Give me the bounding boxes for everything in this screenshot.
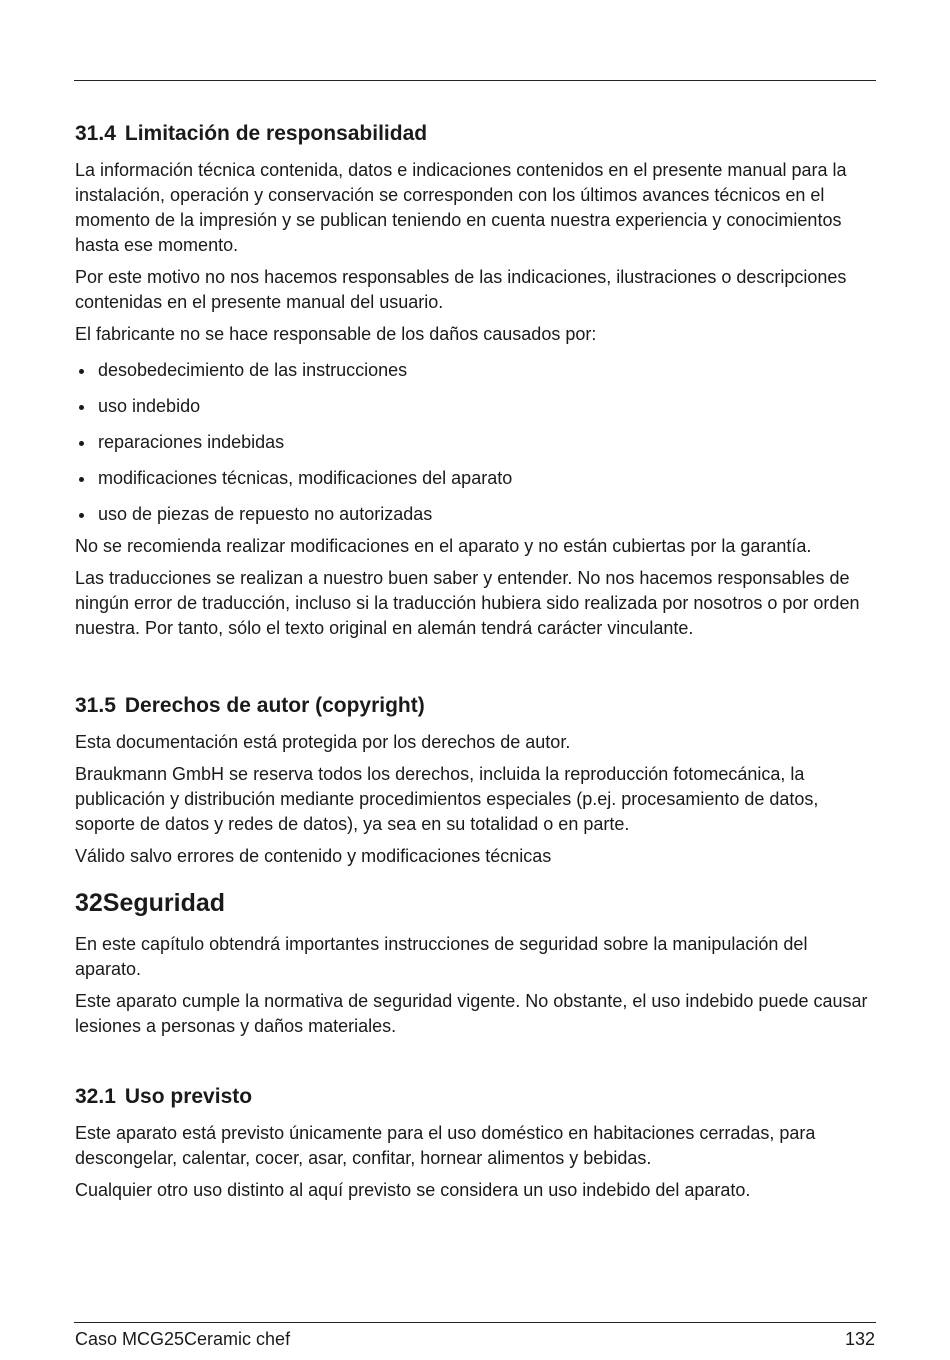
bullet-icon	[79, 441, 84, 446]
list-item: uso indebido	[75, 394, 875, 419]
section-heading-31-4	[75, 121, 875, 147]
paragraph: Válido salvo errores de contenido y modificaciones técnicas	[75, 846, 552, 866]
section-title: Uso previsto	[124, 1085, 253, 1108]
section-number: 31.4	[75, 122, 116, 145]
bullet-icon	[79, 513, 84, 518]
footer-rule	[74, 1322, 876, 1323]
paragraph: Cualquier otro uso distinto al aquí previsto se considera un uso indebido del aparato.	[75, 1180, 751, 1200]
bullet-icon	[79, 369, 84, 374]
paragraph: Esta documentación está protegida por los derechos de autor.	[75, 732, 571, 752]
section-heading-31-5	[75, 693, 875, 719]
paragraph: Este aparato está previsto únicamente para el uso doméstico en habitaciones cerradas, para descongelar, calentar, cocer, asar, confitar, hornear alimentos y bebidas.	[75, 1123, 816, 1168]
bullet-icon	[79, 405, 84, 410]
paragraph: No se recomienda realizar modificaciones en el aparato y no están cubiertas por la garantía.	[75, 536, 812, 556]
liability-list	[75, 358, 875, 527]
list-item: desobedecimiento de las instrucciones	[75, 358, 875, 383]
section-number: 31.5	[75, 694, 116, 717]
section-title: Derechos de autor (copyright)	[124, 694, 425, 717]
paragraph: Las traducciones se realizan a nuestro buen saber y entender. No nos hacemos responsables de ningún error de traducción, incluso si la traducción hubiera sido realizada por nosotros o por orden nuestra. Por tanto, sólo el texto original en alemán tendrá carácter vinculante.	[75, 568, 860, 638]
paragraph: Este aparato cumple la normativa de seguridad vigente. No obstante, el uso indebido puede causar lesiones a personas y daños materiales.	[75, 991, 868, 1036]
bullet-icon	[79, 477, 84, 482]
footer-page-number: 132	[844, 1329, 875, 1349]
list-item: reparaciones indebidas	[75, 430, 875, 455]
section-number: 32.1	[75, 1085, 116, 1108]
footer-doc-title: Caso MCG25Ceramic chef	[75, 1329, 291, 1349]
list-item: modificaciones técnicas, modificaciones del aparato	[75, 466, 875, 491]
chapter-heading-32: 32Seguridad	[75, 889, 226, 917]
section-heading-32-1	[75, 1084, 875, 1110]
list-item: uso de piezas de repuesto no autorizadas	[75, 502, 875, 527]
paragraph: Braukmann GmbH se reserva todos los derechos, incluida la reproducción fotomecánica, la publicación y distribución mediante procedimientos especiales (p.ej. procesamiento de datos, soporte de datos y redes de datos), ya sea en su totalidad o en parte.	[75, 764, 819, 834]
paragraph: El fabricante no se hace responsable de los daños causados por:	[75, 324, 597, 344]
paragraph: En este capítulo obtendrá importantes instrucciones de seguridad sobre la manipulación del aparato.	[75, 934, 808, 979]
paragraph: Por este motivo no nos hacemos responsables de las indicaciones, ilustraciones o descripciones contenidas en el presente manual del usuario.	[75, 267, 847, 312]
page-content	[75, 121, 875, 1210]
header-rule	[74, 80, 876, 81]
paragraph: La información técnica contenida, datos e indicaciones contenidos en el presente manual para la instalación, operación y conservación se corresponden con los últimos avances técnicos en el momento de la impresión y se publican teniendo en cuenta nuestra experiencia y conocimientos hasta ese momento.	[75, 160, 847, 255]
section-title: Limitación de responsabilidad	[124, 122, 428, 145]
